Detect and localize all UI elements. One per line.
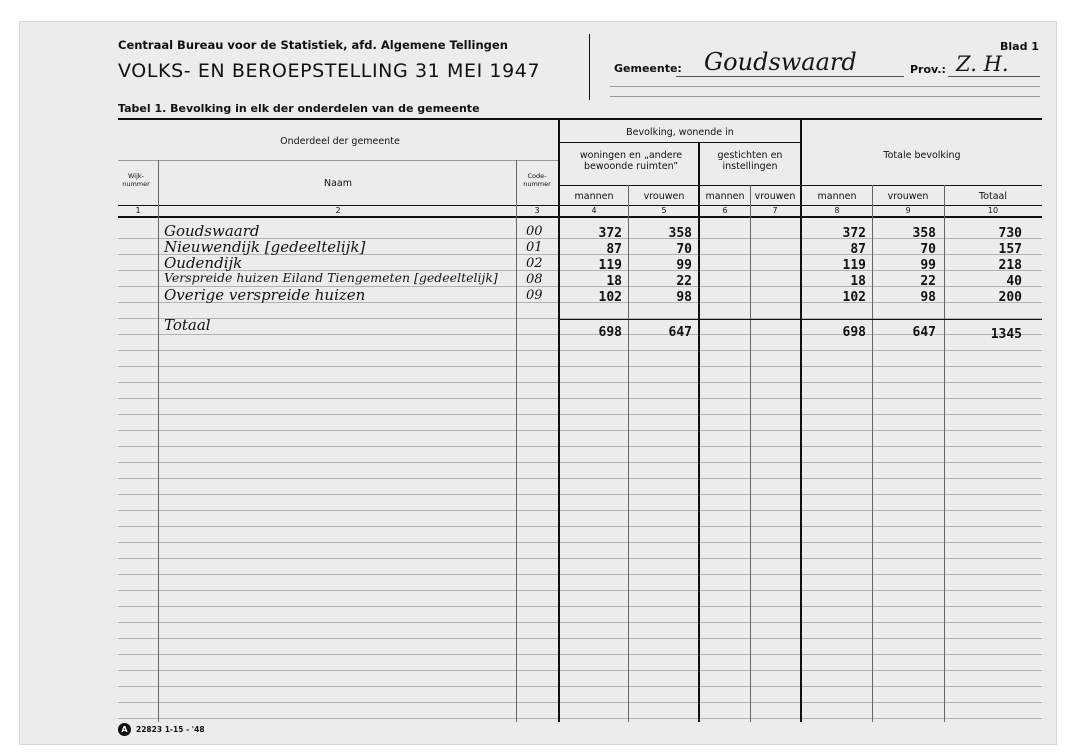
ruled-line — [118, 446, 1042, 447]
ruled-line — [118, 670, 1042, 671]
row-w-vrouwen: 22 — [676, 274, 692, 289]
header-vrouwen-5: vrouwen — [643, 191, 685, 202]
row-w-mannen: 102 — [598, 290, 622, 305]
gemeente-label: Gemeente: — [614, 62, 682, 75]
gemeente-underline — [676, 76, 904, 77]
group-rule — [560, 142, 800, 143]
header-woningen: woningen en „andere bewoonde ruimten” — [579, 150, 683, 172]
row-totaal: 200 — [998, 290, 1022, 305]
colnum-4: 4 — [591, 206, 597, 215]
ruled-line — [118, 558, 1042, 559]
colnum-2: 2 — [335, 206, 341, 215]
ruled-line — [118, 510, 1042, 511]
ruled-line — [118, 702, 1042, 703]
col-line-code — [558, 120, 560, 722]
row-totaal: 218 — [998, 258, 1022, 273]
ruled-line — [118, 430, 1042, 431]
subheader-rule — [118, 160, 558, 161]
census-form-sheet — [20, 22, 1056, 744]
total-totaal: 1345 — [990, 327, 1022, 342]
ruled-line — [118, 654, 1042, 655]
ruled-line — [118, 366, 1042, 367]
form-code: 22823 1-15 - '48 — [136, 725, 205, 734]
total-w-mannen: 698 — [598, 325, 622, 340]
colnum-9: 9 — [905, 206, 911, 215]
row-naam: Nieuwendijk [gedeeltelijk] — [164, 238, 366, 256]
row-t-mannen: 87 — [850, 242, 866, 257]
row-w-vrouwen: 358 — [668, 226, 692, 241]
row-w-mannen: 372 — [598, 226, 622, 241]
total-rule-right — [802, 319, 1042, 320]
col-line-7 — [750, 185, 751, 722]
row-t-vrouwen: 358 — [912, 226, 936, 241]
ruled-line — [118, 606, 1042, 607]
sheet-number: Blad 1 — [1000, 40, 1039, 53]
ruled-line — [118, 718, 1042, 719]
row-code: 08 — [526, 272, 543, 287]
gemeente-value: Goudswaard — [704, 48, 857, 76]
row-t-vrouwen: 22 — [920, 274, 936, 289]
row-naam: Overige verspreide huizen — [164, 286, 366, 304]
total-w-vrouwen: 647 — [668, 325, 692, 340]
total-label: Totaal — [164, 316, 211, 334]
colnum-10: 10 — [987, 206, 999, 215]
header-mannen-6: mannen — [705, 191, 745, 202]
row-w-mannen: 119 — [598, 258, 622, 273]
ruled-line — [118, 462, 1042, 463]
header-wijk: Wijk-nummer — [122, 172, 150, 188]
row-t-mannen: 372 — [842, 226, 866, 241]
row-t-vrouwen: 99 — [920, 258, 936, 273]
row-w-mannen: 87 — [606, 242, 622, 257]
total-t-mannen: 698 — [842, 325, 866, 340]
header-bevolking-wonende: Bevolking, wonende in — [626, 127, 734, 138]
header-vrouwen-7: vrouwen — [754, 191, 796, 202]
ruled-line — [118, 686, 1042, 687]
row-t-vrouwen: 70 — [920, 242, 936, 257]
organization-line: Centraal Bureau voor de Statistiek, afd. Algemene Tellingen — [118, 38, 508, 52]
number-row-bottom — [118, 216, 1042, 218]
ruled-line — [118, 526, 1042, 527]
ruled-line — [118, 574, 1042, 575]
total-t-vrouwen: 647 — [912, 325, 936, 340]
row-totaal: 157 — [998, 242, 1022, 257]
ruled-line — [118, 478, 1042, 479]
form-title: VOLKS- EN BEROEPSTELLING 31 MEI 1947 — [118, 60, 541, 82]
ruled-line — [118, 622, 1042, 623]
ruled-line — [118, 590, 1042, 591]
province-value: Z. H. — [956, 52, 1009, 76]
ruled-line — [118, 542, 1042, 543]
ruled-line — [118, 398, 1042, 399]
col-line-9 — [872, 185, 873, 722]
colnum-5: 5 — [661, 206, 667, 215]
row-naam: Goudswaard — [164, 222, 260, 240]
colnum-3: 3 — [534, 206, 540, 215]
row-t-mannen: 102 — [842, 290, 866, 305]
row-w-vrouwen: 99 — [676, 258, 692, 273]
table-title: Tabel 1. Bevolking in elk der onderdelen van de gemeente — [118, 102, 480, 115]
colnum-1: 1 — [135, 206, 141, 215]
ruled-line — [118, 414, 1042, 415]
header-rule-1 — [610, 86, 1040, 87]
col-line-5 — [628, 185, 629, 722]
ruled-line — [118, 638, 1042, 639]
row-w-vrouwen: 98 — [676, 290, 692, 305]
colnum-6: 6 — [722, 206, 728, 215]
header-mannen-4: mannen — [574, 191, 614, 202]
colnum-8: 8 — [834, 206, 840, 215]
province-label: Prov.: — [910, 63, 946, 76]
row-code: 02 — [526, 256, 543, 271]
header-code: Code-nummer — [523, 172, 551, 188]
header-totale-bevolking: Totale bevolking — [883, 150, 961, 161]
header-naam: Naam — [323, 178, 352, 189]
row-code: 09 — [526, 288, 543, 303]
col-line-wijk — [158, 160, 159, 722]
row-naam: Oudendijk — [164, 254, 243, 272]
total-rule-left — [560, 319, 800, 320]
row-naam: Verspreide huizen Eiland Tiengemeten [gedeeltelijk] — [164, 270, 498, 285]
header-vrouwen-9: vrouwen — [887, 191, 929, 202]
province-underline — [948, 76, 1040, 77]
header-rule-2 — [610, 96, 1040, 97]
row-t-mannen: 18 — [850, 274, 866, 289]
row-code: 00 — [526, 224, 543, 239]
row-t-vrouwen: 98 — [920, 290, 936, 305]
col-line-8 — [800, 120, 802, 722]
ruled-line — [118, 382, 1042, 383]
row-code: 01 — [526, 240, 543, 255]
header-divider — [589, 34, 590, 100]
printer-logo: A — [118, 723, 131, 736]
ruled-line — [118, 494, 1042, 495]
col-line-6 — [698, 142, 700, 722]
row-w-vrouwen: 70 — [676, 242, 692, 257]
row-totaal: 730 — [998, 226, 1022, 241]
header-mannen-8: mannen — [817, 191, 857, 202]
header-totaal-10: Totaal — [978, 191, 1007, 202]
ruled-line — [118, 350, 1042, 351]
row-totaal: 40 — [1006, 274, 1022, 289]
row-t-mannen: 119 — [842, 258, 866, 273]
header-onderdeel: Onderdeel der gemeente — [280, 136, 400, 147]
col-line-10 — [944, 185, 945, 722]
table-top-rule — [118, 118, 1042, 120]
row-w-mannen: 18 — [606, 274, 622, 289]
colnum-7: 7 — [772, 206, 778, 215]
header-gestichten: gestichten en instellingen — [717, 150, 783, 172]
col-line-naam — [516, 160, 517, 722]
